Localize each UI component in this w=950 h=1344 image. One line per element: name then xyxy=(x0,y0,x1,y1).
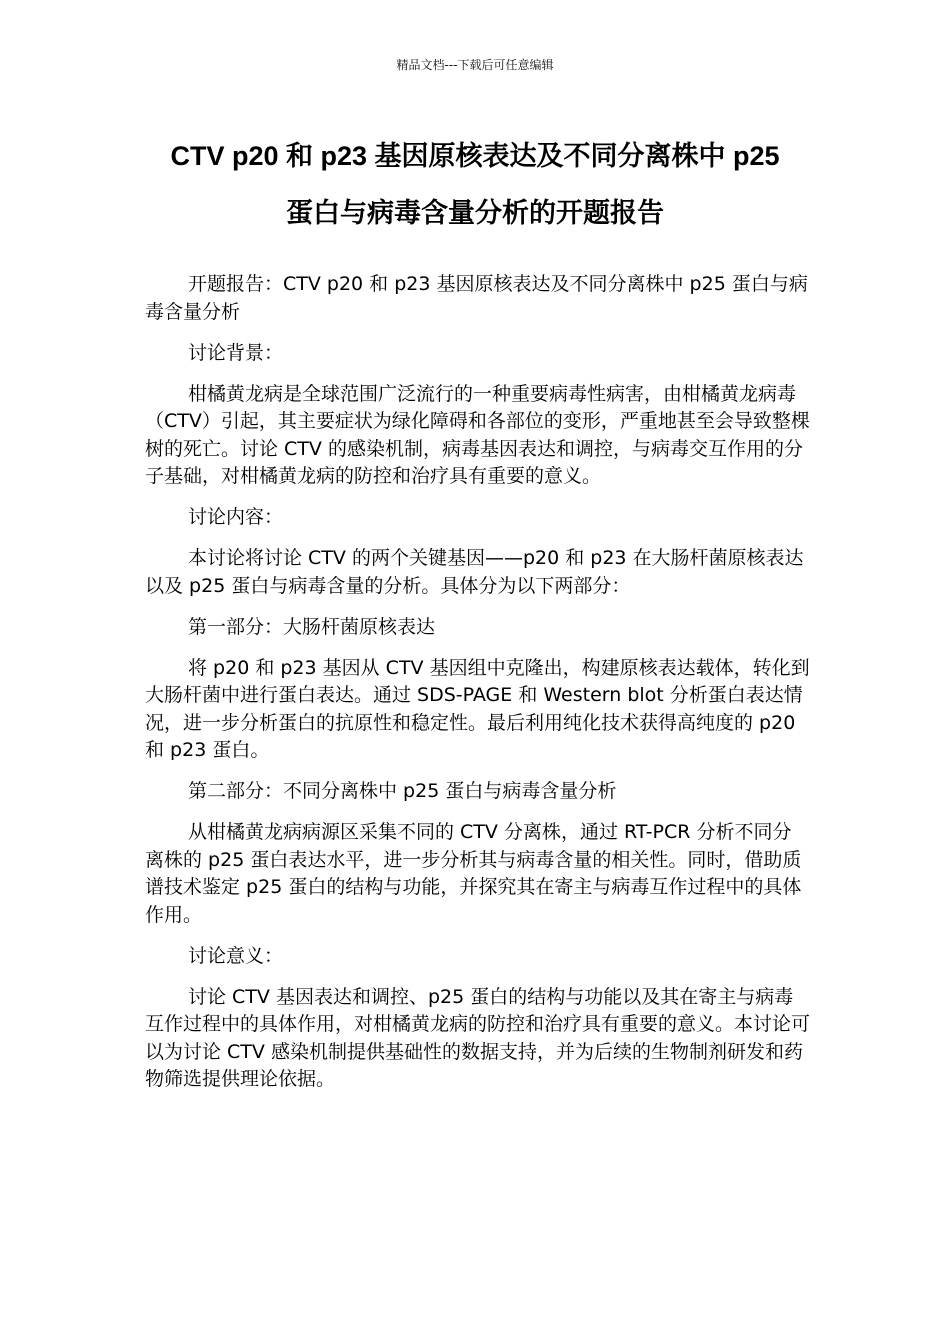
document-title-line-2: 蛋白与病毒含量分析的开题报告 xyxy=(286,198,664,228)
content-paragraph: 本讨论将讨论 CTV 的两个关键基因——p20 和 p23 在大肠杆菌原核表达以及 p25 蛋白与病毒含量的分析。具体分为以下两部分： xyxy=(145,547,804,597)
significance-heading: 讨论意义： xyxy=(188,944,284,967)
document-title xyxy=(120,128,830,242)
part2-heading: 第二部分：不同分离株中 p25 蛋白与病毒含量分析 xyxy=(188,780,617,802)
background-paragraph: 柑橘黄龙病是全球范围广泛流行的一种重要病毒性病害，由柑橘黄龙病毒（CTV）引起，其主要症状为绿化障碍和各部位的变形，严重地甚至会导致整棵树的死亡。讨论 CTV 的感染机制，病毒基因表达和调控，与病毒交互作用的分子基础，对柑橘黄龙病的防控和治疗具有重要的意义。 xyxy=(145,382,810,487)
background-heading: 讨论背景： xyxy=(188,341,284,364)
document-title-line-1: CTV p20 和 p23 基因原核表达及不同分离株中 p25 xyxy=(170,141,780,171)
part1-heading: 第一部分：大肠杆菌原核表达 xyxy=(188,615,436,638)
significance-paragraph: 讨论 CTV 基因表达和调控、p25 蛋白的结构与功能以及其在寄主与病毒互作过程中的具体作用，对柑橘黄龙病的防控和治疗具有重要的意义。本讨论可以为讨论 CTV 感染机制提供基础性的数据支持，并为后续的生物制剂研发和药物筛选提供理论依据。 xyxy=(145,985,811,1090)
page-header-watermark: 精品文档---下载后可任意编辑 xyxy=(396,58,554,72)
document-body xyxy=(145,271,810,1107)
intro-paragraph: 开题报告：CTV p20 和 p23 基因原核表达及不同分离株中 p25 蛋白与病毒含量分析 xyxy=(145,273,808,323)
part1-paragraph: 将 p20 和 p23 基因从 CTV 基因组中克隆出，构建原核表达载体，转化到大肠杆菌中进行蛋白表达。通过 SDS-PAGE 和 Western blot 分析蛋白表达情况，进一步分析蛋白的抗原性和稳定性。最后利用纯化技术获得高纯度的 p20 和 p23 蛋白。 xyxy=(145,656,810,761)
content-heading: 讨论内容： xyxy=(188,506,284,528)
part2-paragraph: 从柑橘黄龙病病源区采集不同的 CTV 分离株，通过 RT-PCR 分析不同分离株的 p25 蛋白表达水平，进一步分析其与病毒含量的相关性。同时，借助质谱技术鉴定 p25 蛋白的结构与功能，并探究其在寄主与病毒互作过程中的具体作用。 xyxy=(145,821,802,926)
